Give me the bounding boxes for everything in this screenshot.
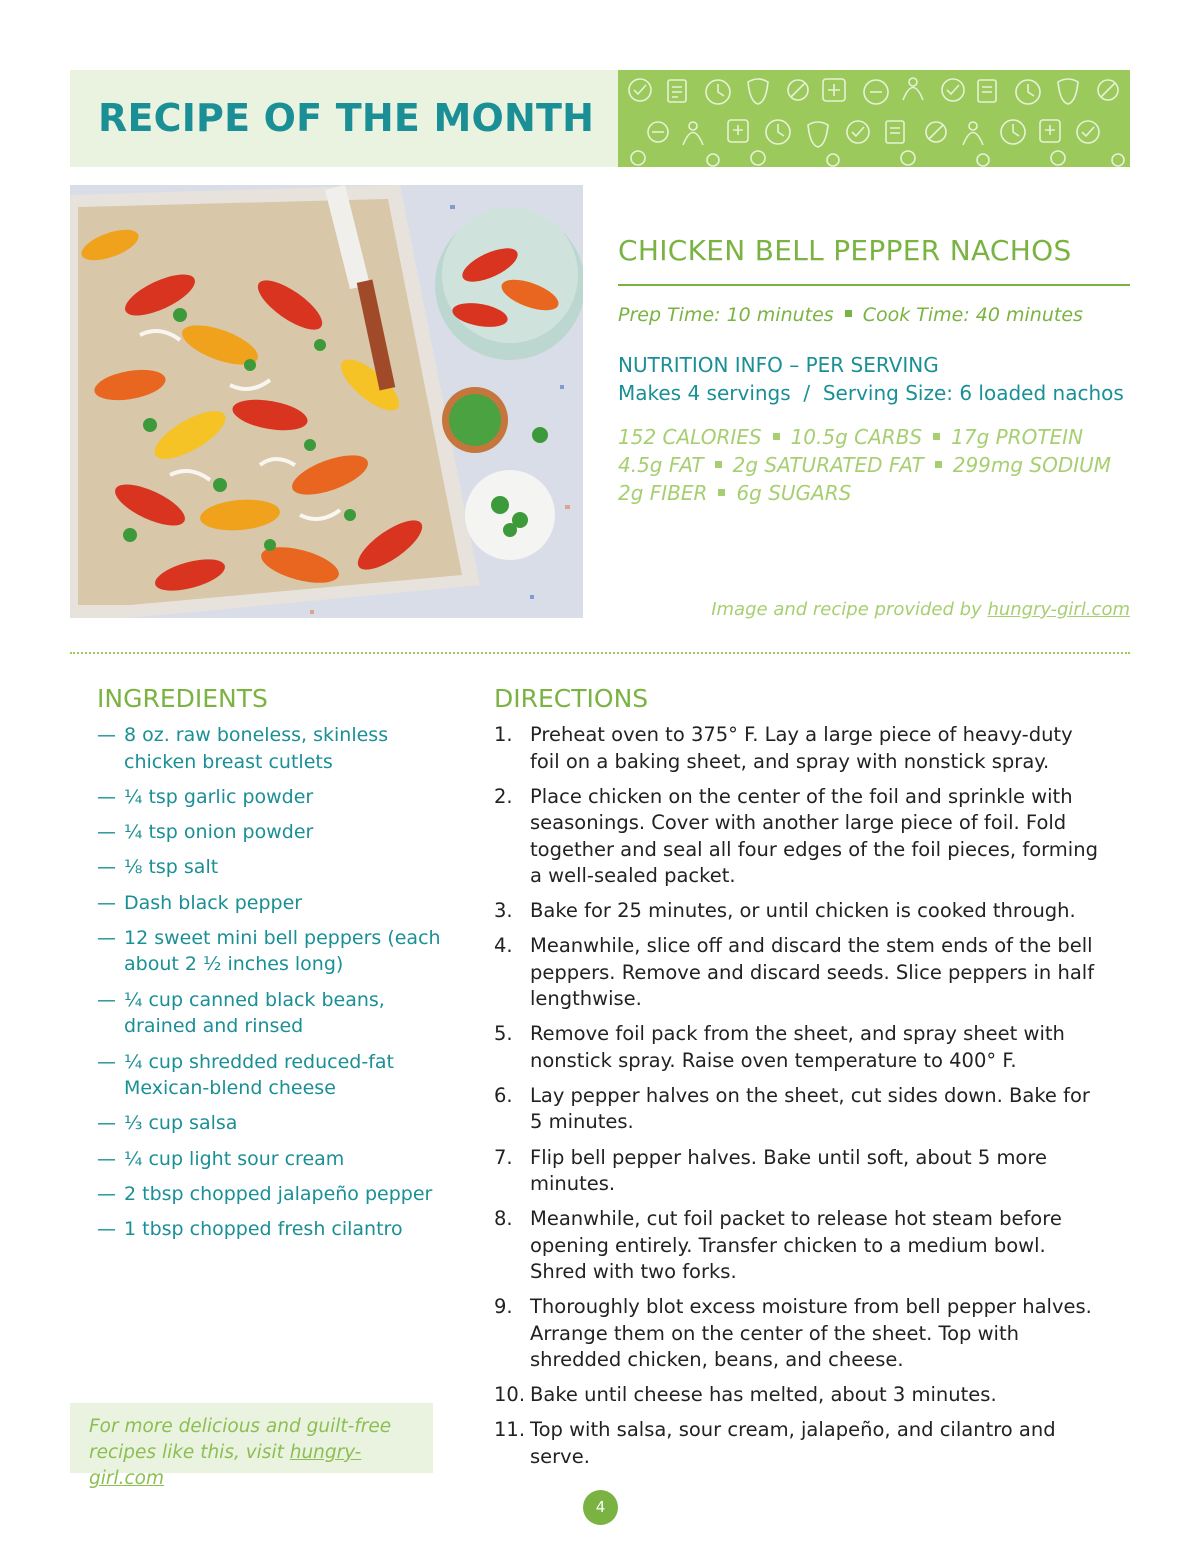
more-recipes-label: For more delicious and guilt-free recipes like this, visit (89, 1416, 392, 1463)
step-text: Meanwhile, slice off and discard the stem ends of the bell peppers. Remove and discard seeds. Slice peppers in half lengthwise. (530, 934, 1095, 1011)
separator-square-icon (845, 310, 852, 317)
dash-bullet: — (97, 926, 116, 949)
calories: 152 CALORIES (618, 425, 762, 449)
ingredient-item (97, 987, 447, 1040)
ingredient-item (97, 1049, 447, 1102)
direction-step (494, 1021, 1104, 1074)
recipe-title: CHICKEN BELL PEPPER NACHOS (618, 234, 1072, 267)
step-number: 2. (494, 784, 513, 808)
step-number: 3. (494, 899, 513, 923)
ingredients-list (97, 722, 447, 1252)
dash-bullet: — (97, 1147, 116, 1170)
nutrition-line-3 (618, 481, 851, 505)
divider (618, 284, 1130, 286)
ingredient-item (97, 1146, 447, 1173)
direction-step (494, 1206, 1104, 1286)
separator-square-icon (935, 461, 942, 468)
prep-time: Prep Time: 10 minutes (618, 304, 834, 326)
ingredient-text: ¼ cup canned black beans, drained and rinsed (124, 988, 385, 1038)
step-text: Remove foil pack from the sheet, and spray sheet with nonstick spray. Raise oven temperature to 400° F. (530, 1022, 1065, 1072)
dash-bullet: — (97, 988, 116, 1011)
page-title: RECIPE OF THE MONTH (98, 96, 595, 140)
step-number: 10. (494, 1383, 526, 1407)
sugars: 6g SUGARS (736, 481, 852, 505)
step-text: Place chicken on the center of the foil and sprinkle with seasonings. Cover with another large piece of foil. Fold together and seal all four edges of the foil pieces, forming a well-sealed packet. (530, 784, 1098, 888)
credit-text: Image and recipe provided by (711, 599, 988, 620)
direction-step (494, 898, 1104, 925)
ingredient-item (97, 890, 447, 917)
image-credit (711, 599, 1130, 620)
step-number: 9. (494, 1295, 513, 1319)
ingredient-item (97, 722, 447, 775)
nutrition-line-1 (618, 425, 1083, 449)
direction-step (494, 784, 1104, 890)
dash-bullet: — (97, 1182, 116, 1205)
more-recipes-box (70, 1403, 433, 1489)
dash-bullet: — (97, 724, 116, 746)
step-text: Top with salsa, sour cream, jalapeño, and cilantro and serve. (530, 1418, 1056, 1468)
step-number: 5. (494, 1022, 513, 1046)
more-recipes-text (89, 1414, 433, 1492)
header-banner (70, 70, 1130, 167)
step-number: 7. (494, 1145, 513, 1169)
dash-bullet: — (97, 1112, 116, 1135)
ingredient-text: 2 tbsp chopped jalapeño pepper (124, 1182, 433, 1205)
step-number: 11. (494, 1418, 526, 1442)
credit-link[interactable]: hungry-girl.com (987, 599, 1130, 620)
direction-step (494, 1145, 1104, 1198)
direction-step (494, 933, 1104, 1013)
direction-step (494, 1294, 1104, 1374)
ingredient-text: ⅛ tsp salt (124, 856, 219, 879)
separator-square-icon (718, 489, 725, 496)
page-number: 4 (583, 1490, 618, 1525)
fat: 4.5g FAT (618, 453, 704, 477)
saturated-fat: 2g SATURATED FAT (732, 453, 924, 477)
direction-step (494, 1382, 1104, 1409)
ingredient-item (97, 925, 447, 978)
step-text: Meanwhile, cut foil packet to release hot steam before opening entirely. Transfer chicken to a medium bowl. Shred with two forks. (530, 1207, 1062, 1284)
ingredient-text: Dash black pepper (124, 891, 303, 914)
step-text: Thoroughly blot excess moisture from bell pepper halves. Arrange them on the center of the sheet. Top with shredded chicken, beans, and cheese. (530, 1295, 1092, 1372)
step-text: Flip bell pepper halves. Bake until soft, about 5 more minutes. (530, 1145, 1047, 1196)
direction-step (494, 1083, 1104, 1136)
ingredient-text: ¼ cup shredded reduced-fat Mexican-blend cheese (124, 1050, 394, 1100)
separator-square-icon (773, 433, 780, 440)
ingredient-text: ¼ tsp onion powder (124, 821, 314, 844)
carbs: 10.5g CARBS (790, 425, 923, 449)
ingredient-item (97, 1216, 447, 1243)
directions-list (494, 722, 1104, 1479)
dash-bullet: — (97, 856, 116, 879)
ingredient-text: 12 sweet mini bell peppers (each about 2 ½ inches long) (124, 926, 441, 976)
protein: 17g PROTEIN (951, 425, 1084, 449)
ingredients-heading: INGREDIENTS (97, 684, 268, 713)
time-info (618, 304, 1083, 326)
direction-step (494, 1417, 1104, 1470)
ingredient-item (97, 1110, 447, 1137)
step-text: Bake until cheese has melted, about 3 minutes. (530, 1383, 997, 1407)
ingredient-item (97, 1181, 447, 1208)
dash-bullet: — (97, 785, 116, 808)
step-text: Bake for 25 minutes, or until chicken is cooked through. (530, 899, 1076, 923)
ingredient-text: ⅓ cup salsa (124, 1112, 238, 1135)
nutrition-line-2 (618, 453, 1111, 477)
direction-step (494, 722, 1104, 775)
dash-bullet: — (97, 1050, 116, 1073)
ingredient-item (97, 819, 447, 846)
step-text: Lay pepper halves on the sheet, cut sides down. Bake for 5 minutes. (530, 1083, 1090, 1134)
servings-info: Makes 4 servings / Serving Size: 6 loaded nachos (618, 381, 1124, 405)
ingredient-text: 1 tbsp chopped fresh cilantro (124, 1218, 403, 1241)
dash-bullet: — (97, 1218, 116, 1241)
ingredient-item (97, 854, 447, 881)
dash-bullet: — (97, 821, 116, 844)
decorative-icon-pattern (618, 70, 1130, 167)
separator-square-icon (933, 433, 940, 440)
health-icons-pattern (618, 70, 1130, 167)
ingredient-text: ¼ tsp garlic powder (124, 785, 314, 808)
ingredient-text: 8 oz. raw boneless, skinless chicken breast cutlets (124, 724, 389, 773)
dotted-divider (70, 652, 1130, 654)
more-recipes-link[interactable]: hungry-girl.com (89, 1442, 362, 1489)
nutrition-heading: NUTRITION INFO – PER SERVING (618, 353, 939, 377)
dash-bullet: — (97, 891, 116, 914)
step-number: 1. (494, 723, 513, 746)
directions-heading: DIRECTIONS (494, 684, 649, 713)
step-text: Preheat oven to 375° F. Lay a large piece of heavy-duty foil on a baking sheet, and spray with nonstick spray. (530, 723, 1073, 773)
ingredient-item (97, 784, 447, 811)
recipe-photo (70, 185, 583, 618)
ingredient-text: ¼ cup light sour cream (124, 1147, 345, 1170)
separator-square-icon (715, 461, 722, 468)
nachos-illustration (70, 185, 583, 618)
step-number: 8. (494, 1207, 513, 1231)
step-number: 4. (494, 934, 513, 958)
step-number: 6. (494, 1083, 513, 1107)
cook-time: Cook Time: 40 minutes (862, 304, 1083, 326)
sodium: 299mg SODIUM (952, 453, 1112, 477)
fiber: 2g FIBER (618, 481, 708, 505)
